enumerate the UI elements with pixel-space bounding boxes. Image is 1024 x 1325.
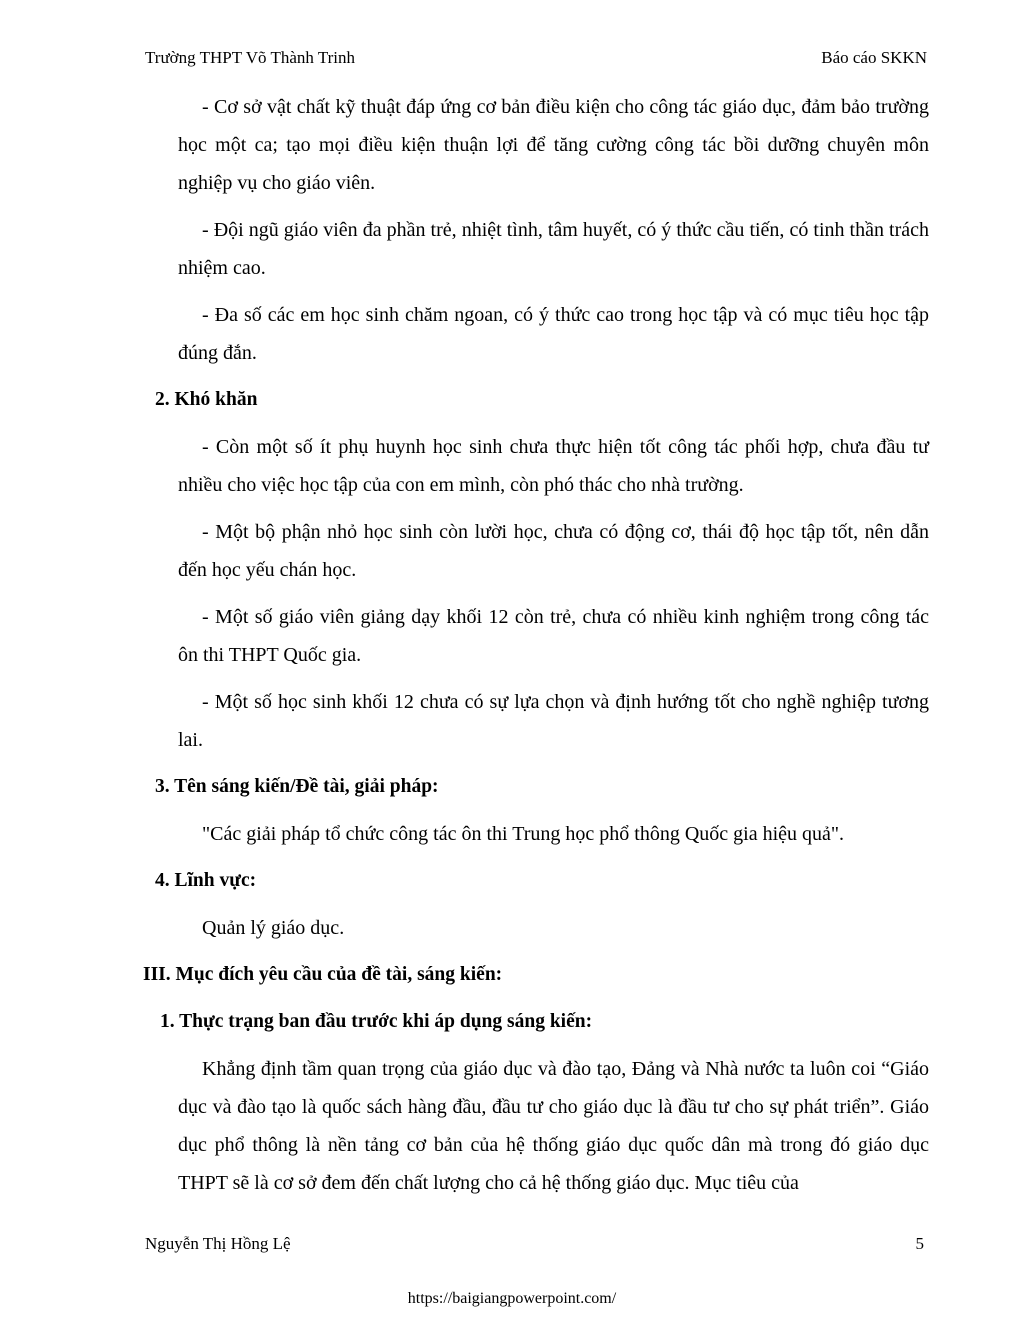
field-value: Quản lý giáo dục.: [202, 917, 345, 939]
heading-difficulties: 2. Khó khăn: [155, 389, 258, 410]
page-number: 5: [915, 1234, 924, 1253]
heading-purpose: III. Mục đích yêu cầu của đề tài, sáng kiến:: [143, 964, 503, 985]
paragraph-education-importance: Khẳng định tầm quan trọng của giáo dục và đào tạo, Đảng và Nhà nước ta luôn coi “Giáo dục và đào tạo là quốc sách hàng đầu, đầu tư cho giáo dục là đầu tư cho sự phát triển”. Giáo dục phổ thông là nền tảng cơ bản của hệ thống giáo dục quốc dân mà trong đó giáo dục THPT sẽ là cơ sở đem đến chất lượng cho cả hệ thống giáo dục. Mục tiêu của: [178, 1058, 929, 1194]
paragraph-lazy-students: - Một bộ phận nhỏ học sinh còn lười học, chưa có động cơ, thái độ học tập tốt, nên dẫn đến học yếu chán học.: [178, 521, 929, 581]
paragraph-teachers: - Đội ngũ giáo viên đa phần trẻ, nhiệt tình, tâm huyết, có ý thức cầu tiến, có tinh thần trách nhiệm cao.: [178, 219, 929, 279]
paragraph-career: - Một số học sinh khối 12 chưa có sự lựa chọn và định hướng tốt cho nghề nghiệp tương lai.: [178, 691, 929, 751]
heading-current-state: 1. Thực trạng ban đầu trước khi áp dụng sáng kiến:: [160, 1011, 593, 1032]
heading-initiative-name: 3. Tên sáng kiến/Đề tài, giải pháp:: [155, 776, 439, 797]
paragraph-parents: - Còn một số ít phụ huynh học sinh chưa thực hiện tốt công tác phối hợp, chưa đầu tư nhiều cho việc học tập của con em mình, còn phó thác cho nhà trường.: [178, 436, 929, 496]
paragraph-facilities: - Cơ sở vật chất kỹ thuật đáp ứng cơ bản điều kiện cho công tác giáo dục, đảm bảo trường học một ca; tạo mọi điều kiện thuận lợi để tăng cường công tác bồi dưỡng chuyên môn nghiệp vụ cho giáo viên.: [178, 96, 929, 194]
header-school: Trường THPT Võ Thành Trinh: [145, 48, 355, 67]
paragraph-students: - Đa số các em học sinh chăm ngoan, có ý thức cao trong học tập và có mục tiêu học tập đúng đắn.: [178, 304, 929, 364]
document-body: [143, 88, 929, 1202]
source-url: https://baigiangpowerpoint.com/: [407, 1290, 617, 1307]
paragraph-young-teachers: - Một số giáo viên giảng dạy khối 12 còn trẻ, chưa có nhiều kinh nghiệm trong công tác ôn thi THPT Quốc gia.: [178, 606, 929, 666]
initiative-title: "Các giải pháp tổ chức công tác ôn thi Trung học phổ thông Quốc gia hiệu quả".: [202, 823, 845, 845]
heading-field: 4. Lĩnh vực:: [155, 870, 257, 891]
header-report: Báo cáo SKKN: [821, 48, 927, 67]
footer-author: Nguyễn Thị Hồng Lệ: [145, 1234, 291, 1253]
